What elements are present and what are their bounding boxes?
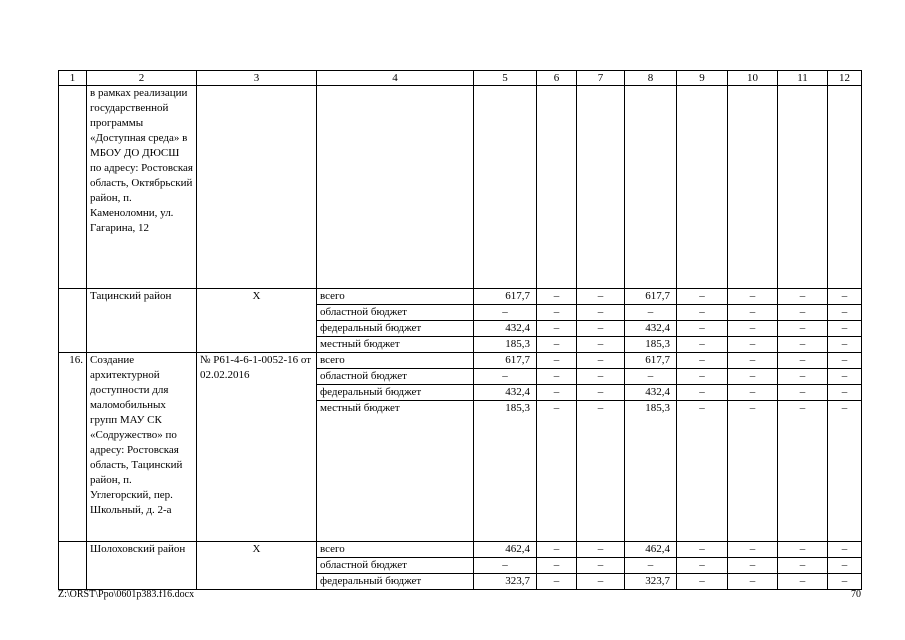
cell-value: – [537, 305, 577, 321]
cell-value: – [728, 558, 778, 574]
cell-value: 185,3 [625, 401, 677, 542]
cell-value: – [828, 369, 862, 385]
continuation-row [59, 86, 862, 289]
cell-value: – [828, 305, 862, 321]
header-cell: 2 [87, 71, 197, 86]
cell-value: – [778, 337, 828, 353]
item-number: 16. [59, 353, 87, 542]
cell-value: – [677, 289, 728, 305]
cell-value: 323,7 [474, 574, 537, 590]
cell-value: – [537, 574, 577, 590]
cell-value: – [577, 401, 625, 542]
cell-value: 432,4 [474, 321, 537, 337]
cell-value: 617,7 [625, 353, 677, 369]
cell-value: – [828, 574, 862, 590]
cell-value: – [537, 289, 577, 305]
cell-value: – [778, 542, 828, 558]
cell-value: – [537, 321, 577, 337]
cell-value: – [778, 385, 828, 401]
cell-value: – [828, 558, 862, 574]
cell-value: – [537, 385, 577, 401]
cell-value: – [625, 558, 677, 574]
cell-value: – [625, 305, 677, 321]
cell-value: – [778, 369, 828, 385]
header-cell: 6 [537, 71, 577, 86]
budget-label: местный бюджет [317, 337, 474, 353]
cell-value: – [474, 305, 537, 321]
cell-value: 185,3 [474, 337, 537, 353]
header-cell: 4 [317, 71, 474, 86]
cell-value: – [728, 337, 778, 353]
cell-value: 185,3 [474, 401, 537, 542]
header-cell: 3 [197, 71, 317, 86]
cell-value: – [677, 558, 728, 574]
budget-label: областной бюджет [317, 558, 474, 574]
column-number-row [59, 71, 862, 86]
cell-value: – [828, 337, 862, 353]
cell-value: – [778, 558, 828, 574]
budget-label: всего [317, 542, 474, 558]
cell-value: 462,4 [625, 542, 677, 558]
budget-label: федеральный бюджет [317, 385, 474, 401]
cell-value: – [728, 321, 778, 337]
budget-label: всего [317, 289, 474, 305]
table-row [59, 542, 862, 558]
header-cell: 10 [728, 71, 778, 86]
cell-value: – [474, 369, 537, 385]
header-cell: 1 [59, 71, 87, 86]
header-cell: 12 [828, 71, 862, 86]
cell-value: – [537, 337, 577, 353]
cell-value: – [728, 401, 778, 542]
cell-value: – [577, 574, 625, 590]
item-document: № Р61-4-6-1-0052-16 от 02.02.2016 [197, 353, 317, 542]
header-cell: 7 [577, 71, 625, 86]
budget-label: федеральный бюджет [317, 321, 474, 337]
cell-value: – [728, 305, 778, 321]
header-cell: 5 [474, 71, 537, 86]
cell-value: – [577, 558, 625, 574]
cell-value: 432,4 [625, 321, 677, 337]
cell-value: – [728, 385, 778, 401]
cell-value: – [677, 574, 728, 590]
cell-value: – [828, 542, 862, 558]
cell-value: – [577, 369, 625, 385]
cell-value: – [828, 385, 862, 401]
cell-value: 617,7 [474, 289, 537, 305]
cell-value: – [474, 558, 537, 574]
header-cell: 11 [778, 71, 828, 86]
cell-value: – [677, 369, 728, 385]
cell-value: – [728, 353, 778, 369]
cell-value: – [728, 542, 778, 558]
cell-value: – [778, 401, 828, 542]
cell-value: 462,4 [474, 542, 537, 558]
cell-value: – [577, 385, 625, 401]
cell-value: – [728, 369, 778, 385]
cell-value: – [577, 353, 625, 369]
cell-value: – [577, 289, 625, 305]
budget-table [58, 70, 862, 590]
cell-value: – [677, 542, 728, 558]
table-row [59, 353, 862, 369]
cell-value: – [778, 321, 828, 337]
budget-label: областной бюджет [317, 369, 474, 385]
cell-value: 432,4 [474, 385, 537, 401]
cell-value: – [577, 542, 625, 558]
cell-value: – [778, 574, 828, 590]
document-sheet [58, 70, 861, 590]
budget-label: местный бюджет [317, 401, 474, 542]
cell-value: – [828, 401, 862, 542]
budget-label: федеральный бюджет [317, 574, 474, 590]
cell-value: – [537, 369, 577, 385]
cell-value: 617,7 [474, 353, 537, 369]
cell-value: – [677, 305, 728, 321]
cell-value: – [677, 337, 728, 353]
cell-value: – [577, 305, 625, 321]
header-cell: 8 [625, 71, 677, 86]
header-cell: 9 [677, 71, 728, 86]
cell-value: – [677, 401, 728, 542]
item-description: Создание архитектурной доступности для маломобильных групп МАУ СК «Содружество» по адресу: Ростовская область, Тацинский район, п. Углегорский, пер. Школьный, д. 2-а [87, 353, 197, 542]
table-row [59, 289, 862, 305]
cell-value: – [728, 574, 778, 590]
district-name: Шолоховский район [87, 542, 197, 590]
cell-value: – [577, 321, 625, 337]
district-name: Тацинский район [87, 289, 197, 353]
cell-value: 323,7 [625, 574, 677, 590]
cell-value: – [537, 558, 577, 574]
cell-value: – [537, 353, 577, 369]
cell-value: – [677, 321, 728, 337]
cell-value: – [778, 289, 828, 305]
cell-value: – [537, 542, 577, 558]
file-path: Z:\ORST\Ppo\0601p383.f16.docx [58, 589, 195, 600]
budget-label: всего [317, 353, 474, 369]
cell-value: – [778, 353, 828, 369]
cell-value: – [677, 353, 728, 369]
cell-value: – [577, 337, 625, 353]
cell-value: 185,3 [625, 337, 677, 353]
cell-value: 432,4 [625, 385, 677, 401]
cell-value: 617,7 [625, 289, 677, 305]
cell-value: – [778, 305, 828, 321]
budget-label: областной бюджет [317, 305, 474, 321]
continuation-text: в рамках реализации государственной программы «Доступная среда» в МБОУ ДО ДЮСШ по адресу: Ростовская область, Октябрьский район, п. Каменоломни, ул. Гагарина, 12 [87, 86, 197, 289]
cell-value: – [828, 289, 862, 305]
x-mark: Х [197, 542, 317, 590]
cell-value: – [677, 385, 728, 401]
page-number: 70 [851, 589, 861, 600]
cell-value: – [828, 321, 862, 337]
cell-value: – [828, 353, 862, 369]
cell-value: – [625, 369, 677, 385]
x-mark: Х [197, 289, 317, 353]
cell-value: – [537, 401, 577, 542]
cell-value: – [728, 289, 778, 305]
